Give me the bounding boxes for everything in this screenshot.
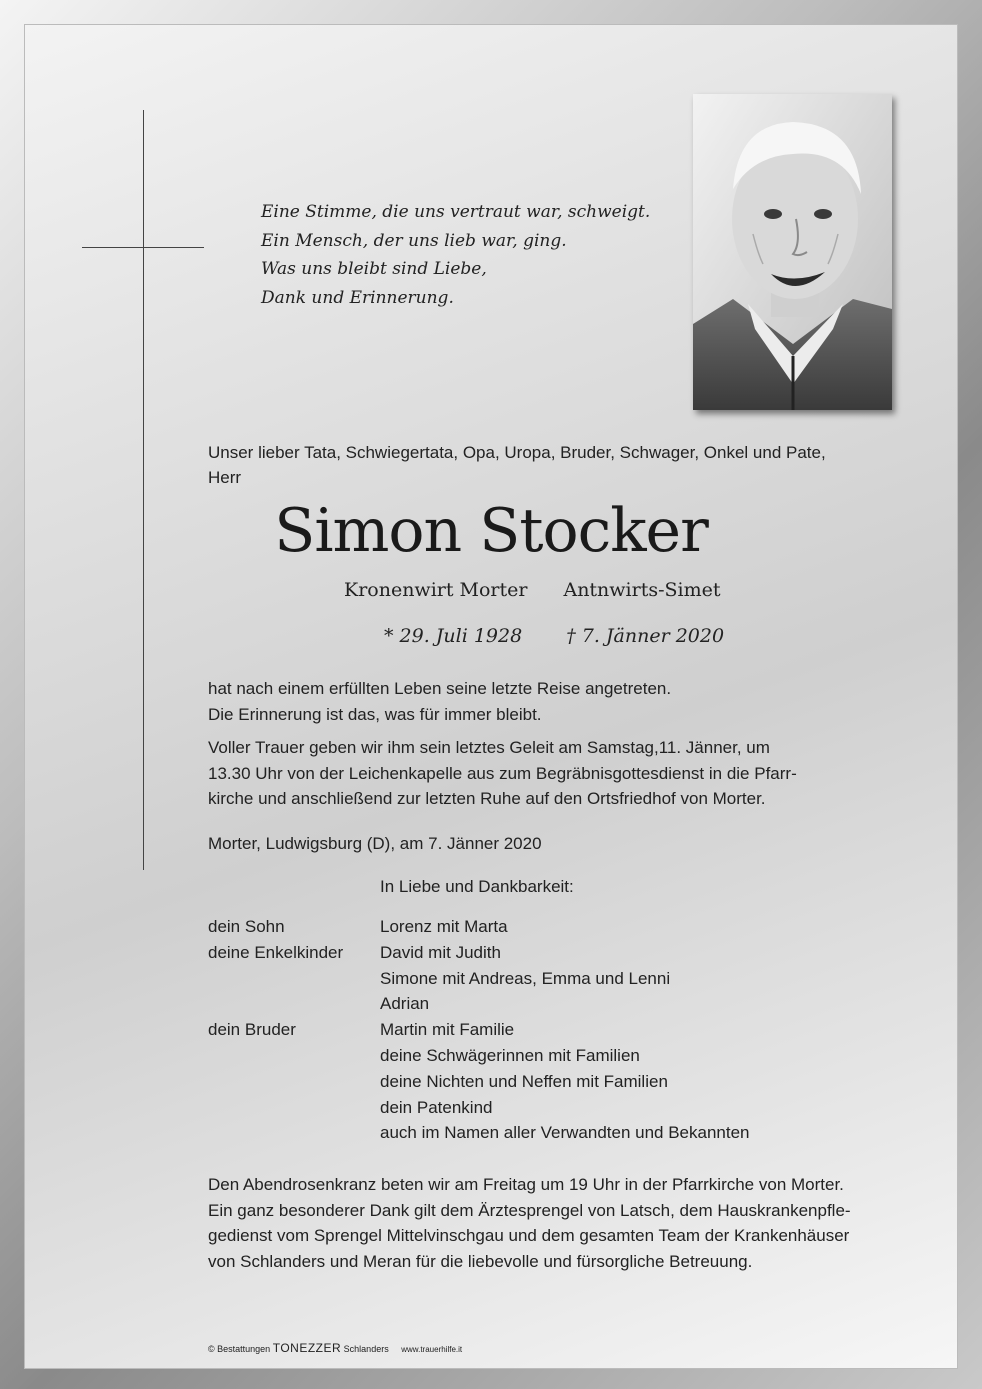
- family-names: Adrian: [380, 994, 430, 1014]
- message-paragraph: [208, 676, 928, 727]
- message-line: Die Erinnerung ist das, was für immer bleibt.: [208, 704, 542, 724]
- place-date: [208, 831, 928, 857]
- poem: [261, 198, 661, 312]
- family-relation: [208, 1095, 380, 1121]
- family-names: Martin mit Familie: [380, 1020, 515, 1040]
- place-date-text: Morter, Ludwigsburg (D), am 7. Jänner 2020: [208, 834, 542, 853]
- funeral-line: kirche und anschließend zur letzten Ruhe auf den Ortsfriedhof von Morter.: [208, 789, 766, 808]
- funeral-line: 13.30 Uhr von der Leichenkapelle aus zum Begräbnisgottesdienst in die Pfarr-: [208, 763, 797, 783]
- family-relation: dein Bruder: [208, 1020, 296, 1040]
- message-line: hat nach einem erfüllten Leben seine letzte Reise angetreten.: [208, 679, 672, 698]
- closing-line: Ein ganz besonderer Dank gilt dem Ärztesprengel von Latsch, dem Hauskrankenpfle-: [208, 1200, 851, 1220]
- family-names: dein Patenkind: [380, 1097, 493, 1117]
- closing-line: von Schlanders und Meran für die liebevolle und fürsorgliche Betreuung.: [208, 1251, 753, 1271]
- family-row: [208, 1095, 928, 1121]
- funeral-line: Voller Trauer geben wir ihm sein letztes Geleit am Samstag,11. Jänner, um: [208, 738, 770, 757]
- closing-line: gedienst vom Sprengel Mittelvinschgau und dem gesamten Team der Krankenhäuser: [208, 1226, 850, 1245]
- nickname: Kronenwirt Morter: [344, 579, 528, 601]
- thanks-heading: In Liebe und Dankbarkeit:: [380, 877, 574, 896]
- family-row: [208, 966, 928, 992]
- birth-date: * 29. Juli 1928: [384, 625, 523, 647]
- poem-line: Ein Mensch, der uns lieb war, ging.: [261, 230, 567, 251]
- family-row: [208, 1120, 928, 1146]
- poem-line: Dank und Erinnerung.: [261, 287, 454, 308]
- family-relation: [208, 1069, 380, 1095]
- poem-line: Was uns bleibt sind Liebe,: [261, 259, 487, 279]
- family-names: David mit Judith: [380, 942, 501, 962]
- family-row: [208, 991, 928, 1017]
- deceased-name: Simon Stocker: [274, 496, 708, 566]
- family-relation: [208, 1043, 380, 1069]
- funeral-paragraph: [208, 735, 928, 812]
- footer-prefix: © Bestattungen: [208, 1344, 271, 1354]
- portrait-photo: [693, 94, 892, 410]
- cross-horizontal-bar: [82, 247, 204, 248]
- closing-paragraph: [208, 1172, 928, 1274]
- family-list: [208, 914, 928, 1146]
- footer-url[interactable]: www.trauerhilfe.it: [401, 1345, 463, 1354]
- footer-brand: TONEZZER: [272, 1341, 342, 1355]
- life-dates: [384, 622, 884, 650]
- family-row: [208, 914, 928, 940]
- family-relation: [208, 966, 380, 992]
- family-names: deine Schwägerinnen mit Familien: [380, 1045, 640, 1065]
- family-names: Lorenz mit Marta: [380, 917, 508, 936]
- intro-text: [208, 440, 928, 490]
- poem-line: Eine Stimme, die uns vertraut war, schweigt.: [261, 202, 651, 222]
- death-date: † 7. Jänner 2020: [566, 625, 725, 647]
- family-row: [208, 1069, 928, 1095]
- nicknames: [344, 576, 844, 604]
- family-relation: deine Enkelkinder: [208, 942, 344, 962]
- family-relation: dein Sohn: [208, 917, 285, 936]
- portrait-illustration: [693, 94, 892, 410]
- intro-line: Unser lieber Tata, Schwiegertata, Opa, Uropa, Bruder, Schwager, Onkel und Pate,: [208, 443, 826, 462]
- family-row: [208, 1017, 928, 1043]
- footer-credit: [208, 1341, 462, 1355]
- family-relation: [208, 1120, 380, 1146]
- family-row: [208, 940, 928, 966]
- family-names: auch im Namen aller Verwandten und Bekannten: [380, 1123, 750, 1143]
- family-relation: [208, 991, 380, 1017]
- family-names: Simone mit Andreas, Emma und Lenni: [380, 968, 671, 988]
- nickname: Antnwirts-Simet: [563, 579, 721, 601]
- footer-suffix: Schlanders: [343, 1344, 389, 1354]
- family-row: [208, 1043, 928, 1069]
- closing-line: Den Abendrosenkranz beten wir am Freitag um 19 Uhr in der Pfarrkirche von Morter.: [208, 1175, 844, 1194]
- intro-line: Herr: [208, 468, 242, 487]
- family-names: deine Nichten und Neffen mit Familien: [380, 1071, 668, 1091]
